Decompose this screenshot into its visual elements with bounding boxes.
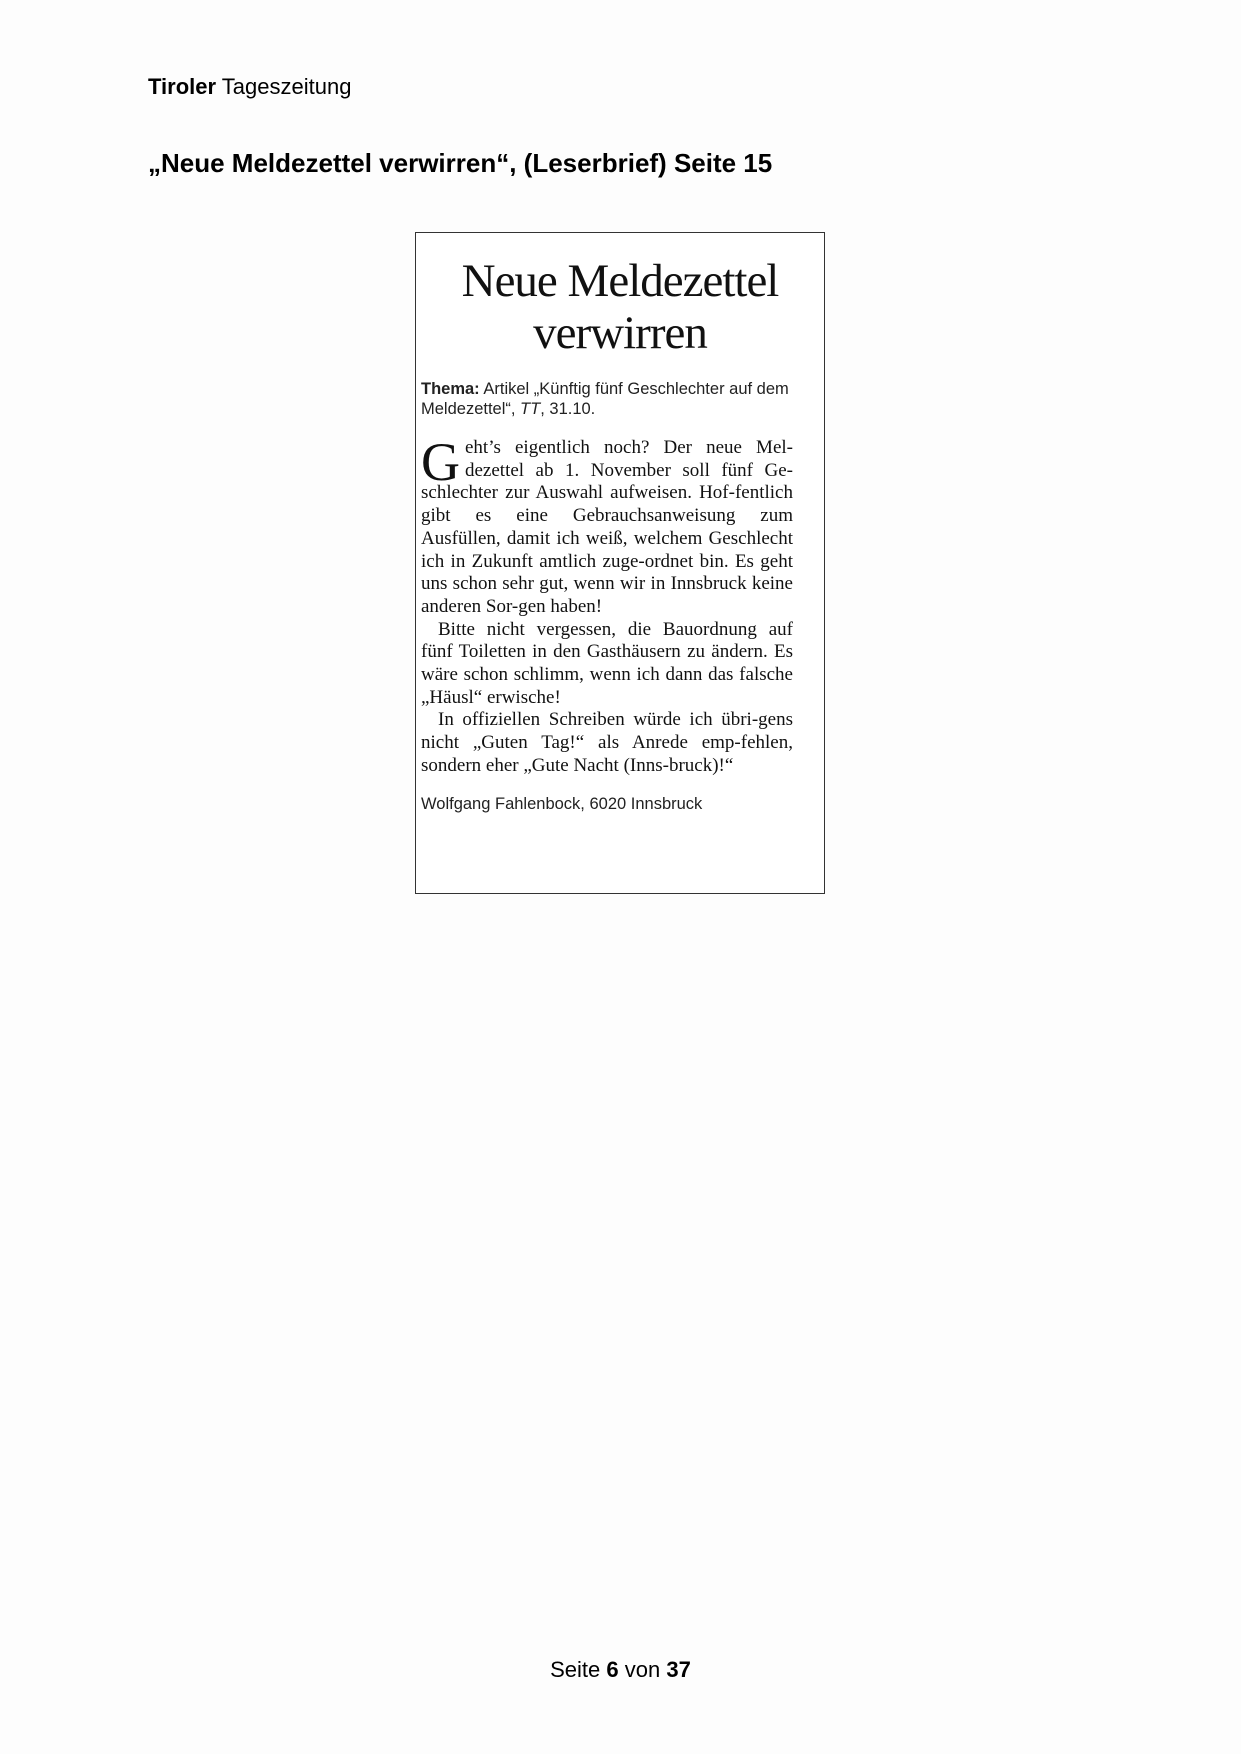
- clipping-headline-line2: verwirren: [533, 307, 707, 359]
- publication-name-rest: Tageszeitung: [221, 74, 352, 99]
- letter-body: [421, 432, 793, 778]
- publication-name: [148, 72, 351, 102]
- letter-paragraph-1: [421, 432, 793, 619]
- topic-date: , 31.10.: [540, 400, 596, 418]
- publication-name-bold: Tiroler: [148, 74, 217, 99]
- topic-paper: TT: [520, 400, 541, 418]
- clipping-headline: [416, 255, 824, 359]
- letter-signature: Wolfgang Fahlenbock, 6020 Innsbruck: [421, 794, 703, 813]
- newspaper-clipping: [415, 232, 825, 894]
- clipping-headline-line1: Neue Meldezettel: [461, 255, 779, 307]
- clipping-topic: [421, 379, 801, 419]
- footer-middle: von: [624, 1657, 661, 1682]
- page-footer: [0, 1655, 1241, 1685]
- total-pages-number: 37: [666, 1657, 691, 1682]
- topic-text: Artikel „Künftig fünf Geschlechter auf dem Meldezettel“,: [421, 380, 789, 418]
- letter-paragraph-3: In offiziellen Schreiben würde ich übri-gens nicht „Guten Tag!“ als Anrede emp-fehlen, sondern eher „Gute Nacht (Inns-bruck)!“: [421, 709, 793, 776]
- drop-cap: G: [421, 432, 460, 492]
- letter-paragraph-1-text: eht’s eigentlich noch? Der neue Mel-dezettel ab 1. November soll fünf Ge-schlechter zur Auswahl aufweisen. Hof-fentlich gibt es eine Gebrauchsanweisung zum Ausfüllen, damit ich weiß, welchem Geschlecht ich in Zukunft amtlich zuge-ordnet bin. Es geht uns schon sehr gut, wenn wir in Innsbruck keine anderen Sor-gen haben!: [421, 437, 793, 617]
- document-title: „Neue Meldezettel verwirren“, (Leserbrief) Seite 15: [148, 148, 773, 178]
- footer-prefix: Seite: [550, 1657, 601, 1682]
- letter-paragraph-2: Bitte nicht vergessen, die Bauordnung auf fünf Toiletten in den Gasthäusern zu ändern. Es wäre schon schlimm, wenn ich dann das falsche „Häusl“ erwische!: [421, 618, 793, 708]
- current-page-number: 6: [606, 1657, 619, 1682]
- topic-label: Thema:: [421, 380, 480, 398]
